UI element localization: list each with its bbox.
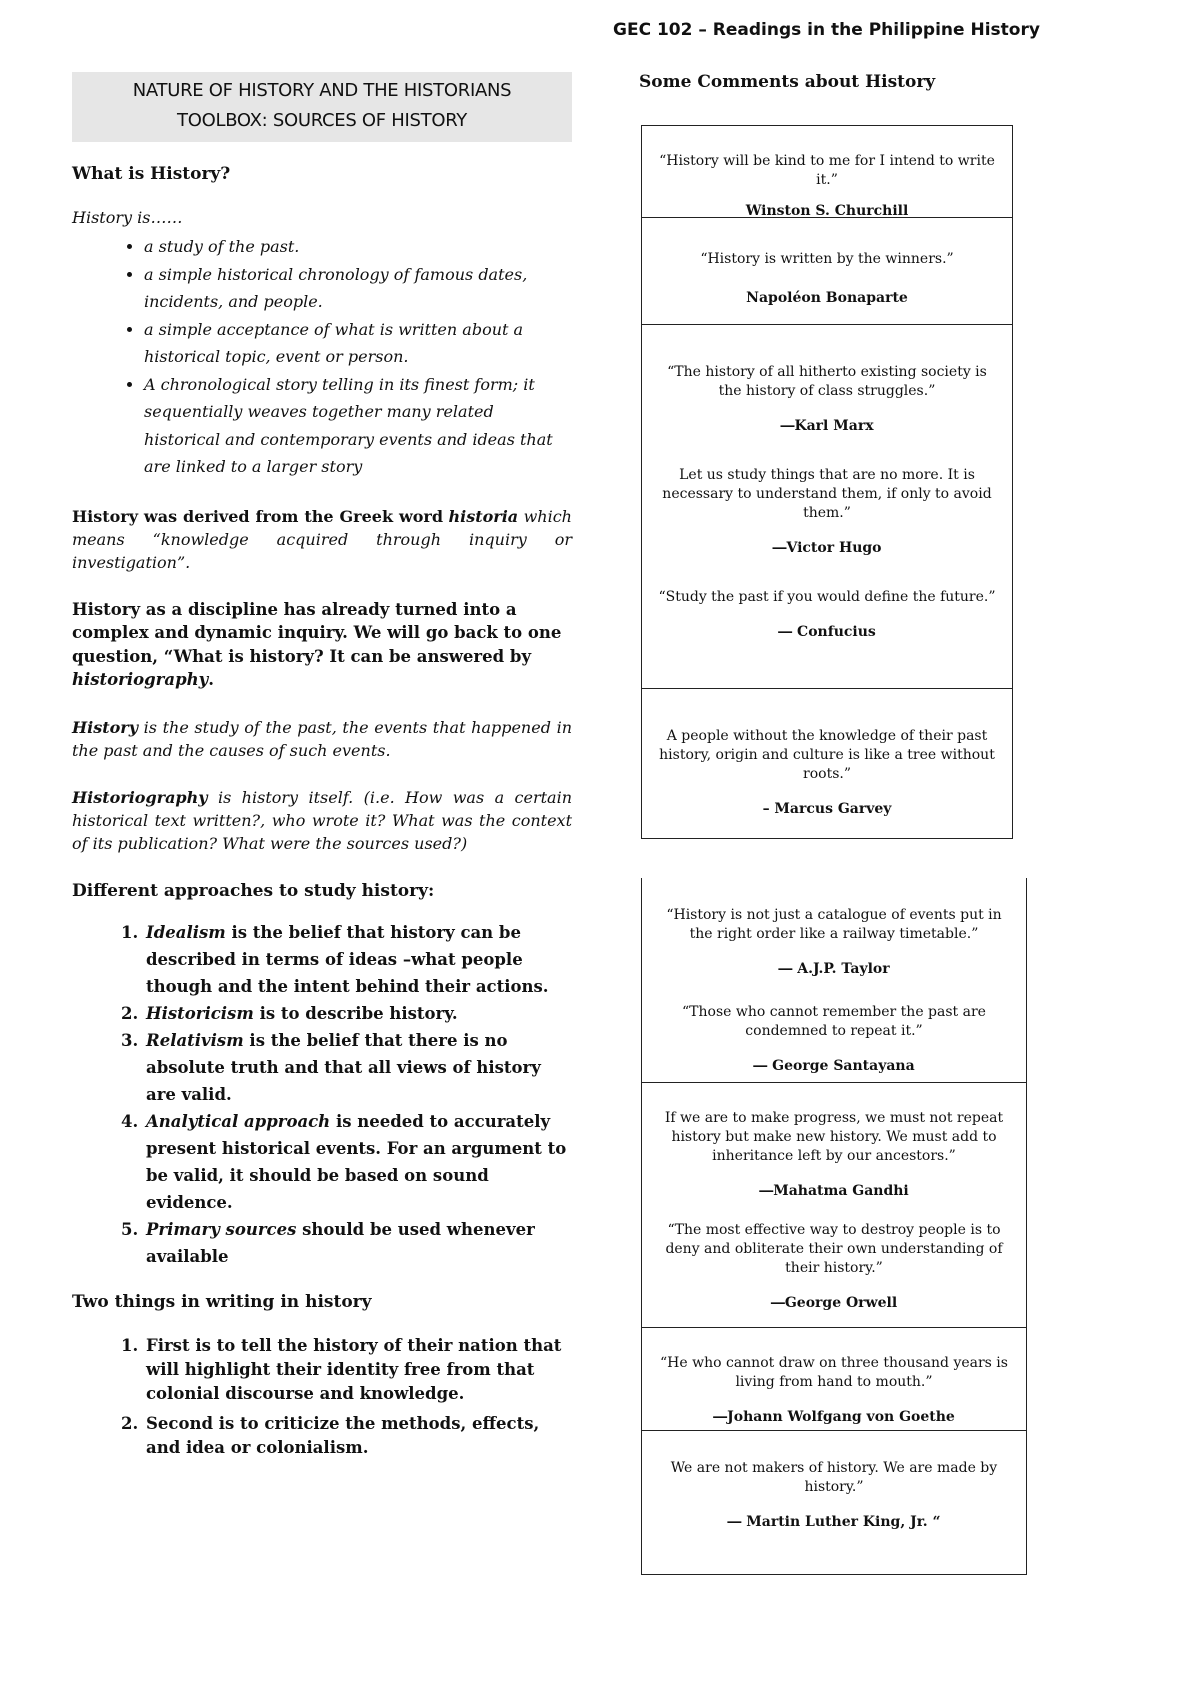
quote-author: ― A.J.P. Taylor (778, 961, 890, 977)
term-historiography: Historiography (72, 787, 208, 807)
approach-term: Analytical approach (146, 1111, 331, 1131)
quote-text: We are not makers of history. We are made by history.” (670, 1460, 998, 1495)
quote-author: ―Karl Marx (780, 418, 874, 434)
approach-term: Primary sources (146, 1219, 297, 1239)
course-header: GEC 102 – Readings in the Philippine History (613, 20, 1040, 40)
quote-author: ―Victor Hugo (772, 540, 882, 556)
quote-text: “The history of all hitherto existing society is the history of class struggles.” (667, 364, 987, 399)
quote-cell (642, 325, 1012, 689)
approaches-heading: Different approaches to study history: (72, 880, 435, 901)
discipline-paragraph (72, 598, 572, 692)
quote-author: ―Mahatma Gandhi (759, 1183, 909, 1199)
quotes-box-1 (641, 125, 1013, 839)
paragraph-text: which means “knowledge acquired through inquiry or investigation”. (72, 506, 572, 572)
quote-author: ― Confucius (778, 624, 876, 640)
quote-cell (642, 218, 1012, 325)
approach-text: is to describe history. (259, 1003, 458, 1023)
approaches-list (72, 919, 572, 1270)
quote-text: “History is not just a catalogue of events put in the right order like a railway timetable.” (666, 907, 1002, 942)
quote-cell (642, 689, 1012, 839)
greek-origin-paragraph (72, 505, 572, 574)
paragraph-lead: History was derived from the Greek word (72, 506, 444, 526)
what-is-history-heading: What is History? (72, 164, 231, 184)
paragraph-end: . (208, 670, 214, 689)
quote-author: ―George Orwell (770, 1295, 898, 1311)
list-item: • a simple historical chronology of famous dates, incidents, and people. (144, 261, 572, 316)
two-things-heading: Two things in writing in history (72, 1291, 372, 1312)
approach-term: Relativism (146, 1030, 244, 1050)
historiography-definition-paragraph (72, 786, 572, 855)
term-history: History (72, 717, 138, 737)
quote-text: “Those who cannot remember the past are condemned to repeat it.” (682, 1004, 986, 1039)
quote-author: ― George Santayana (753, 1058, 915, 1074)
quote-text: “The most effective way to destroy people is to deny and obliterate their own understanding of their history.” (665, 1222, 1003, 1276)
title-line-1: NATURE OF HISTORY AND THE HISTORIANS (132, 80, 512, 101)
quotes-box-2 (641, 878, 1027, 1575)
quote-cell (642, 126, 1012, 218)
quote-text: If we are to make progress, we must not repeat history but make new history. We must add to inheritance left by our ancestors.” (664, 1110, 1004, 1164)
term-historia: historia (448, 506, 519, 526)
two-things-list (72, 1334, 572, 1460)
list-item: • a study of the past. (144, 233, 572, 261)
comments-heading: Some Comments about History (639, 72, 936, 92)
paragraph-text: is the study of the past, the events that happened in the past and the causes of such events. (72, 717, 572, 760)
quote-author: – Marcus Garvey (762, 801, 892, 817)
quote-cell (642, 878, 1026, 1083)
approach-term: Idealism (146, 922, 226, 942)
paragraph-text: History as a discipline has already turned into a complex and dynamic inquiry. We will go back to one question, “What is history? It can be answered by (72, 599, 562, 666)
approach-text: is needed to accurately present historical events. For an argument to be valid, it should be based on sound evidence. (146, 1111, 567, 1212)
approach-text: is the belief that history can be described in terms of ideas –what people though and the intent behind their actions. (146, 922, 549, 996)
list-item (144, 1000, 572, 1027)
paragraph-text: is history itself. (i.e. How was a certain historical text written?, who wrote it? What was the context of its publication? What were the sources used?) (72, 787, 572, 853)
left-column (72, 72, 572, 1466)
quote-author: ―Johann Wolfgang von Goethe (713, 1409, 955, 1425)
quote-author: ― Martin Luther King, Jr. “ (727, 1514, 941, 1530)
list-item: 1. First is to tell the history of their nation that will highlight their identity free from that colonial discourse and knowledge. (144, 1334, 572, 1406)
quote-text: “History will be kind to me for I intend to write it.” (659, 153, 995, 188)
list-item (144, 1108, 572, 1216)
quote-text: “Study the past if you would define the future.” (658, 589, 996, 605)
history-is-intro: History is…… (72, 208, 183, 227)
quote-cell (642, 1328, 1026, 1431)
quote-cell (642, 1431, 1026, 1575)
title-box (72, 72, 572, 142)
history-definition-paragraph (72, 716, 572, 762)
quote-author: Napoléon Bonaparte (746, 290, 908, 306)
list-item: • A chronological story telling in its finest form; it sequentially weaves together many related historical and contemporary events and ideas that are linked to a larger story (144, 371, 572, 481)
quote-text: A people without the knowledge of their past history, origin and culture is like a tree without roots.” (659, 728, 995, 782)
title-line-2: TOOLBOX: SOURCES OF HISTORY (177, 110, 467, 131)
list-item: 2. Second is to criticize the methods, effects, and idea or colonialism. (144, 1412, 572, 1460)
quote-author: Winston S. Churchill (745, 203, 909, 219)
quote-text: “History is written by the winners.” (700, 251, 954, 267)
approach-text: should be used whenever available (146, 1219, 535, 1266)
list-item: • a simple acceptance of what is written about a historical topic, event or person. (144, 316, 572, 371)
list-item (144, 1027, 572, 1108)
list-item (144, 919, 572, 1000)
term-historiography: historiography (72, 670, 209, 689)
quote-text: Let us study things that are no more. It is necessary to understand them, if only to avoid them.” (662, 467, 992, 521)
quote-cell (642, 1083, 1026, 1328)
approach-term: Historicism (146, 1003, 254, 1023)
quote-text: “He who cannot draw on three thousand years is living from hand to mouth.” (660, 1355, 1008, 1390)
approach-text: is the belief that there is no absolute truth and that all views of history are valid. (146, 1030, 541, 1104)
list-item (144, 1216, 572, 1270)
history-definitions-list (72, 233, 572, 481)
